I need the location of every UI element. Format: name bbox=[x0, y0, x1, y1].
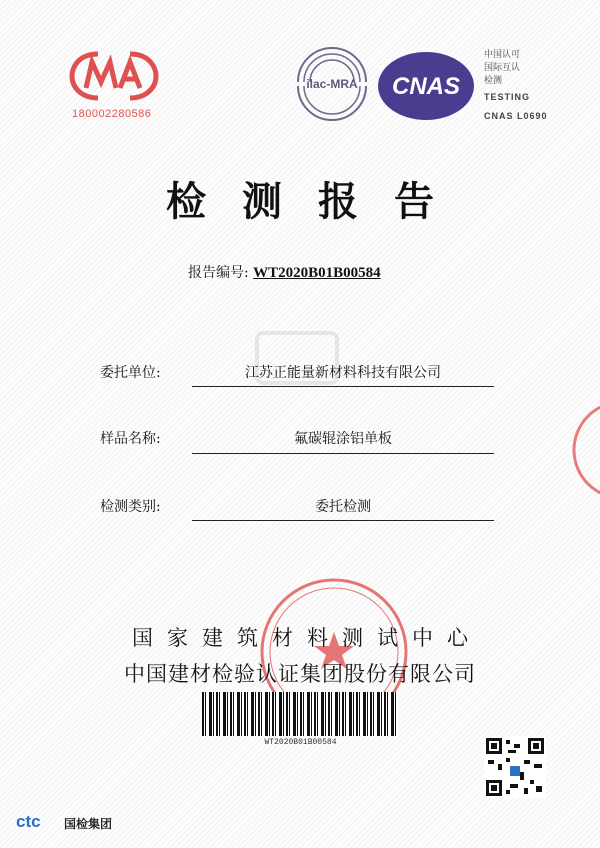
cnas-text-line: TESTING bbox=[484, 92, 531, 102]
issuer-line-2: 中国建材检验认证集团股份有限公司 bbox=[124, 662, 476, 686]
barcode bbox=[202, 692, 398, 736]
cma-code: 180002280586 bbox=[72, 108, 152, 120]
svg-text:ctc: ctc bbox=[16, 813, 41, 831]
cnas-label: CNAS bbox=[391, 73, 461, 100]
test-category-value: 委托检测 bbox=[315, 499, 371, 515]
cnas-text-line: 检测 bbox=[484, 75, 503, 85]
issuer-line-1: 国家建筑材料测试中心 bbox=[132, 626, 482, 650]
barcode-number: WT2020B01B00584 bbox=[264, 738, 337, 747]
sample-name-underline bbox=[192, 453, 494, 454]
client-underline bbox=[192, 386, 494, 387]
sample-name-label: 样品名称: bbox=[100, 431, 161, 447]
ctc-logo-text: 国检集团 bbox=[64, 817, 113, 831]
edge-red-seal bbox=[560, 400, 600, 500]
client-label: 委托单位: bbox=[100, 365, 161, 381]
ilac-mra-label: ilac-MRA bbox=[306, 77, 358, 91]
ctc-logo-icon bbox=[16, 813, 62, 831]
test-category-label: 检测类别: bbox=[100, 499, 161, 515]
cnas-text-line: 国际互认 bbox=[484, 62, 521, 72]
cnas-text-line: CNAS L0690 bbox=[484, 111, 548, 121]
cnas-logo bbox=[376, 50, 476, 122]
sample-name-value: 氟碳辊涂铝单板 bbox=[294, 431, 392, 447]
cma-logo bbox=[68, 48, 160, 104]
report-number-label: 报告编号: bbox=[188, 265, 249, 281]
report-number-row bbox=[188, 262, 381, 282]
ilac-mra-logo bbox=[290, 46, 374, 122]
report-title: 检测报告 bbox=[166, 178, 470, 225]
client-value: 江苏正能量新材料科技有限公司 bbox=[245, 365, 441, 381]
cnas-text-line: 中国认可 bbox=[484, 49, 521, 59]
test-category-underline bbox=[192, 520, 494, 521]
qr-code bbox=[484, 736, 546, 798]
report-number: WT2020B01B00584 bbox=[253, 265, 381, 281]
